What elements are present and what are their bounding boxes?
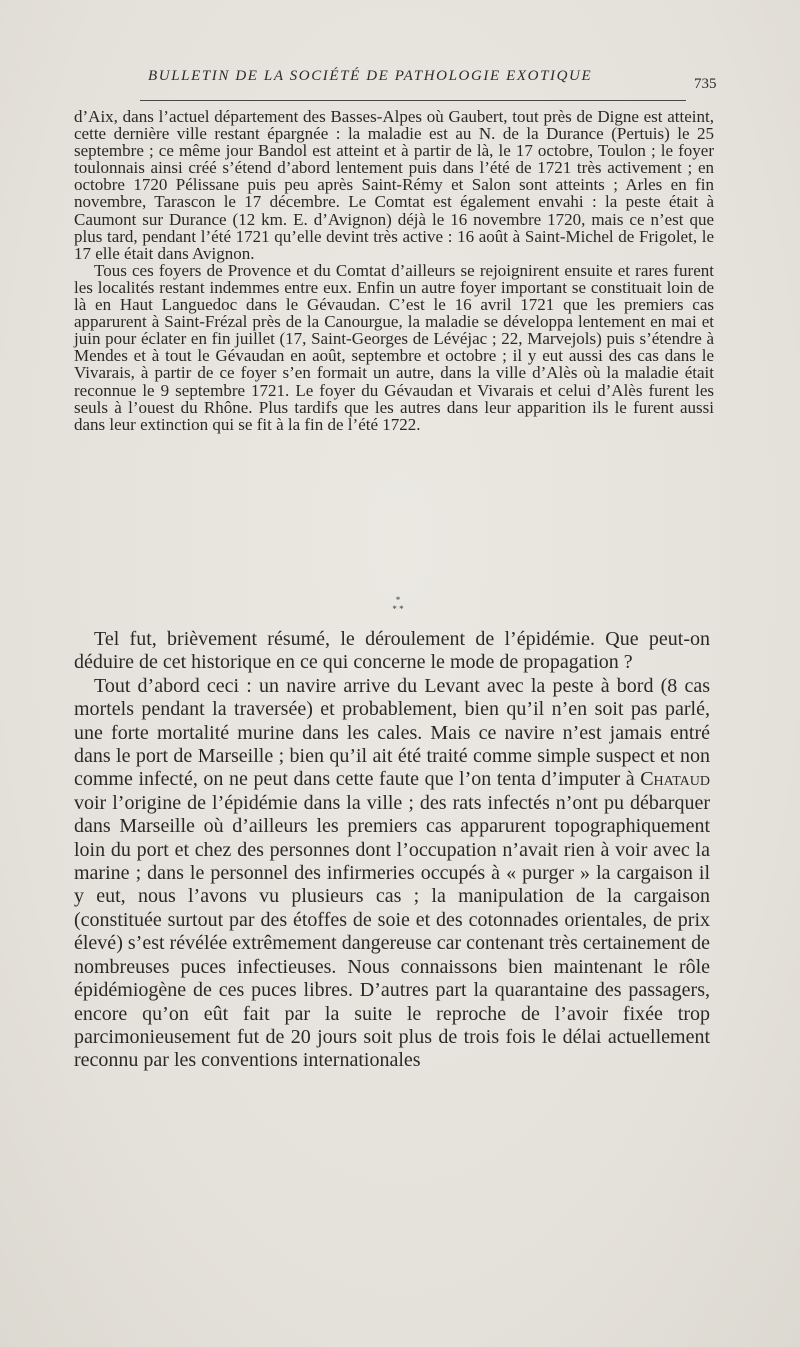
paragraph-gevaudan-outbreak: Tous ces foyers de Provence et du Comtat d’ailleurs se rejoignirent ensuite et rares furent les localités restant indemmes entre eux. Enfin un autre foyer important se constituait loin de là en Haut Languedoc dans le Gévaudan. C’est le 16 avril 1721 que les premiers cas apparurent à Saint-Frézal près de la Canourgue, la maladie se développa lentement en mai et juin pour éclater en fin juillet (17, Saint-Georges de Lévéjac ; 22, Marvejols) puis s’étendre à Mendes et à tout le Gévaudan en août, septembre et octobre ; il y eut aussi des cas dans le Vivarais, à partir de ce foyer s’en formait un autre, dans la ville d’Alès où la maladie était reconnue le 9 septembre 1721. Le foyer du Gévaudan et Vivarais et celui d’Alès furent les seuls à l’ouest du Rhône. Plus tardifs que les autres dans leur apparition ils le furent aussi dans leur extinction qui se fit à la fin de l’été 1722. <box>74 260 714 434</box>
header-rule <box>140 100 686 101</box>
section-separator <box>378 596 418 614</box>
paragraph-ship-text-1: Tout d’abord ceci : un navire arrive du Levant avec la peste à bord (8 cas mortels pendant la traversée) et probablement, bien qu’il n’en soit pas parlé, une forte mortalité murine dans les cales. Mais ce navire n’est jamais entré dans le port de Marseille ; bien qu’il ait été traité comme simple suspect et non comme infecté, on ne peut dans cette faute que l’on tenta d’imputer à <box>74 674 710 791</box>
large-print-section <box>74 628 710 1073</box>
separator-star-top: * <box>395 595 401 605</box>
page-number: 735 <box>694 76 717 92</box>
paragraph-provence-spread: d’Aix, dans l’actuel département des Basses-Alpes où Gaubert, tout près de Digne est atteint, cette dernière ville restant épargnée : la maladie est au N. de la Durance (Pertuis) le 25 septembre ; ce même jour Bandol est atteint et à partir de là, le 17 octobre, Toulon ; le foyer toulonnais ainsi créé s’étend d’abord lentement puis dans l’été de 1721 très activement ; en octobre 1720 Pélissane puis peu après Saint-Rémy et Salon sont atteints ; Arles en fin novembre, Tarascon le 17 décembre. Le Comtat est également envahi : la peste était à Caumont sur Durance (12 km. E. d’Avignon) déjà le 16 novembre 1720, mais ce n’est que plus tard, pendant l’été 1721 qu’elle devint très active : 16 août à Saint-Michel de Frigolet, le 17 elle était dans Avignon. <box>74 107 714 263</box>
author-name-chataud: Chataud <box>640 768 710 791</box>
small-print-section <box>74 108 714 433</box>
paragraph-summary-question: Tel fut, brièvement résumé, le déroulement de l’épidémie. Que peut-on déduire de cet historique en ce qui concerne le mode de propagation ? <box>74 628 710 674</box>
running-header: BULLETIN DE LA SOCIÉTÉ DE PATHOLOGIE EXOTIQUE <box>148 68 593 84</box>
paragraph-ship-text-2: voir l’origine de l’épidémie dans la ville ; des rats infectés n’ont pu débarquer dans Marseille où d’ailleurs les premiers cas apparurent topographiquement loin du port et chez des personnes dont l’occupation n’avait rien à voir avec la marine ; dans le personnel des infirmeries occupés à « purger » la cargaison il y eut, nous l’avons vu plusieurs cas ; la manipulation de la cargaison (constituée surtout par des étoffes de soie et des cotonnades orientales, de prix élevé) s’est révélée extrêmement dangereuse car contenant très certainement de nombreuses puces infectieuses. Nous connaissons bien maintenant le rôle épidémiogène de ces puces libres. D’autres part la quarantaine des passagers, encore qu’on eût fait par la suite le reproche de l’avoir fixée trop parcimonieusement fut de 20 jours soit plus de trois fois le délai actuellement reconnu par les conventions internationales <box>74 791 710 1072</box>
separator-stars-bottom: * * <box>392 604 404 614</box>
paragraph-ship-analysis <box>74 675 710 1073</box>
